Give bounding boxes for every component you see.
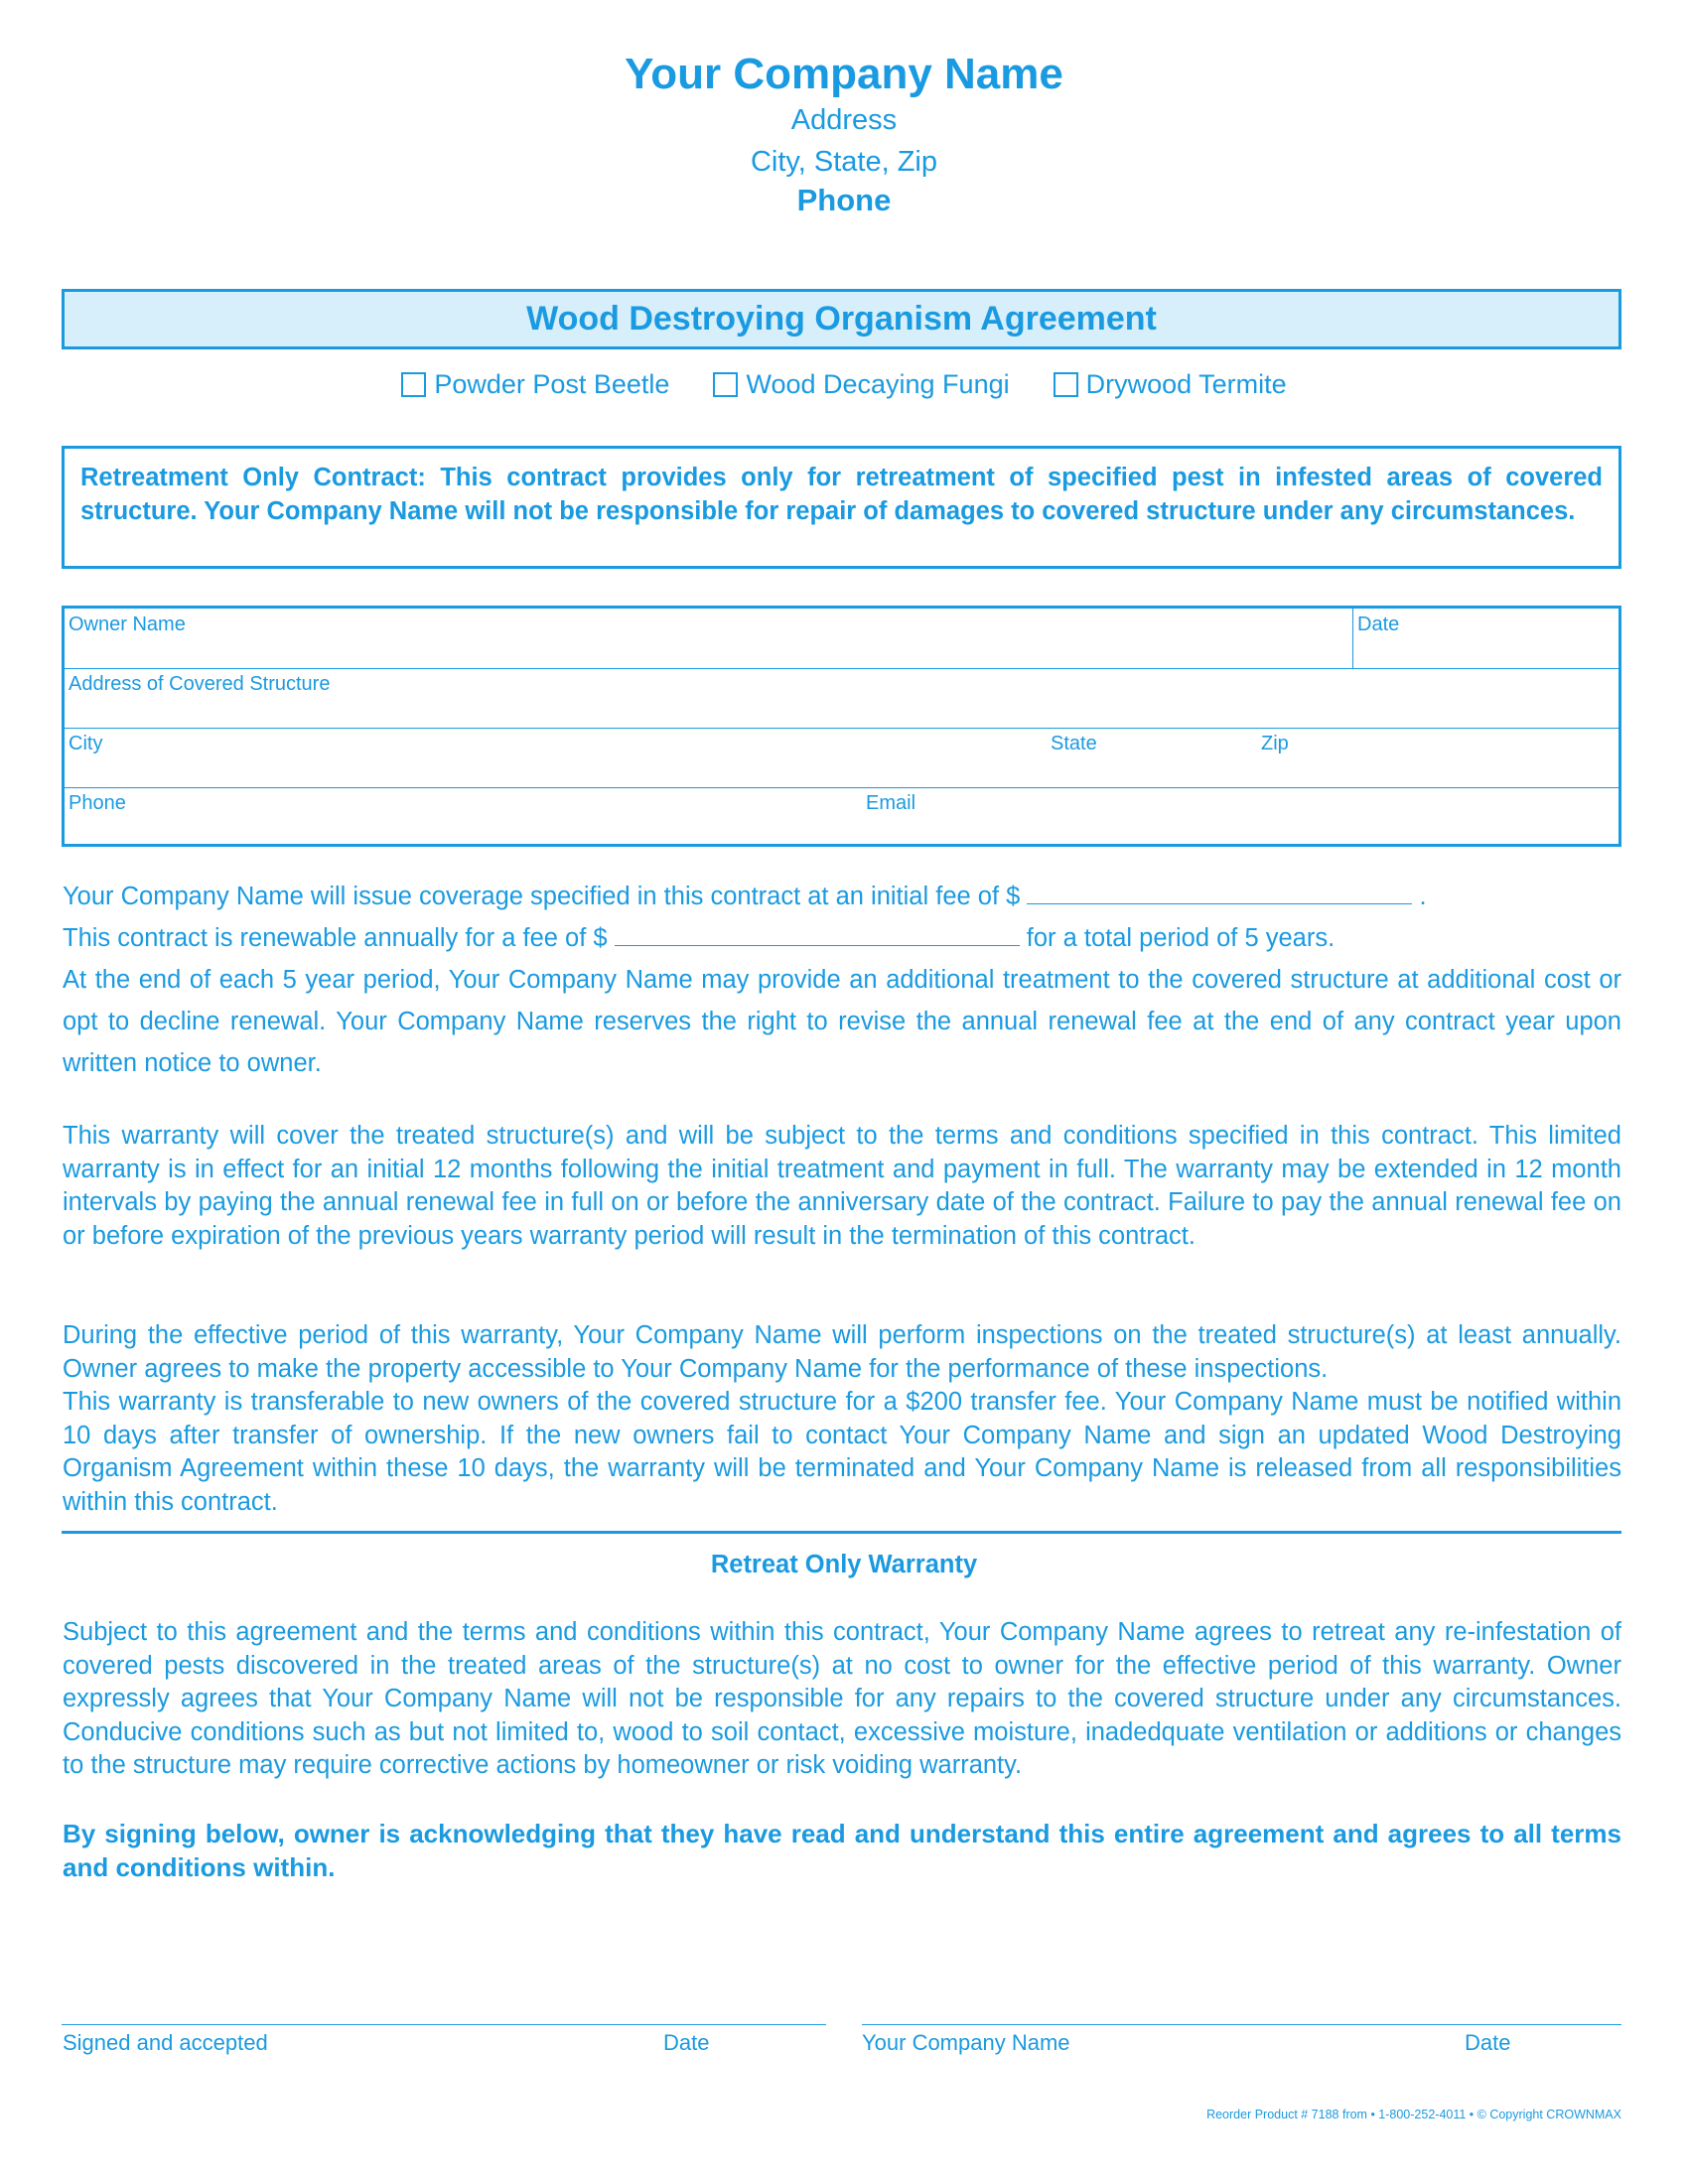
email-field[interactable]: Email [866,792,916,814]
initial-fee-blank[interactable] [1027,882,1412,904]
form-row-city [65,728,1618,788]
pest-option-label: Drywood Termite [1085,369,1287,399]
form-row-contact [65,787,1618,847]
pest-option-wood-decaying-fungi[interactable] [713,369,1009,400]
inspection-paragraph: During the effective period of this warranty, Your Company Name will perform inspections on the treated structure(s) at least annually. Owner agrees to make the property accessible to Your Company Name for the performance of these inspections. [63,1321,1621,1383]
company-address: Address [790,104,898,136]
section-heading: Retreat Only Warranty [710,1551,978,1578]
renewal-fee-text: This contract is renewable annually for a fee of $ [63,924,608,952]
renewal-fee-line [63,917,1621,959]
company-name: Your Company Name [625,50,1063,98]
warranty-paragraph: This warranty will cover the treated structure(s) and will be subject to the terms and conditions specified in this contract. This limited warranty is in effect for an initial 12 months following the initial treatment and payment in full. The warranty may be extended in 12 month intervals by paying the annual renewal fee in full on or before the anniversary date of the contract. Failure to pay the annual renewal fee on or before expiration of the previous years warranty period will result in the termination of this contract. [63,1122,1621,1250]
zip-field[interactable]: Zip [1261,733,1289,754]
acknowledgement-statement: By signing below, owner is acknowledging that they have read and understand this entire agreement and agrees to all terms and conditions within. [63,1819,1621,1882]
state-field[interactable]: State [1051,733,1097,754]
divider [1352,609,1353,668]
pest-options [0,369,1688,400]
retreat-warranty-paragraph: Subject to this agreement and the terms and conditions within this contract, Your Company Name agrees to retreat any re-infestation of covered pests discovered in the treated areas of the structure(s) at no cost to owner for the effective period of this warranty. Owner expressly agrees that Your Company Name will not be responsible for any repairs to the covered structure under any circumstances. Conducive conditions such as but not limited to, wood to soil contact, excessive moisture, inadedquate ventilation or additions or changes to the structure may require corrective actions by homeowner or risk voiding warranty. [63,1618,1621,1779]
phone-field[interactable]: Phone [69,792,126,814]
pest-option-label: Wood Decaying Fungi [746,369,1010,399]
renewal-fee-blank[interactable] [615,923,1020,946]
checkbox-icon[interactable] [1054,372,1078,397]
transfer-paragraph: This warranty is transferable to new owners of the covered structure for a $200 transfer fee. Your Company Name must be notified within 10 days after transfer of ownership. If the new owners fail to contact Your Company Name and sign an updated Wood Destroying Organism Agreement within these 10 days, the warranty will be terminated and Your Company Name is released from all responsibilities within this contract. [63,1388,1621,1516]
pest-option-drywood-termite[interactable] [1054,369,1287,400]
city-field[interactable]: City [69,733,103,754]
pest-option-label: Powder Post Beetle [434,369,670,399]
owner-info-form [62,606,1621,847]
form-row-address [65,668,1618,729]
owner-date-label: Date [663,2030,710,2055]
retreatment-notice: Retreatment Only Contract: This contract provides only for retreatment of specified pest in infested areas of covered structure. Your Company Name will not be responsible for repair of damages to covered structure under any circumstances. [62,446,1621,569]
address-field[interactable]: Address of Covered Structure [69,673,331,695]
initial-fee-text: Your Company Name will issue coverage specified in this contract at an initial fee of $ [63,883,1021,910]
period-paragraph: At the end of each 5 year period, Your Company Name may provide an additional treatment to the covered structure at additional cost or opt to decline renewal. Your Company Name reserves the right to revise the annual renewal fee at the end of any contract year upon written notice to owner. [63,966,1621,1077]
pest-option-powder-post-beetle[interactable] [401,369,669,400]
reorder-footer: Reorder Product # 7188 from • 1-800-252-4011 • © Copyright CROWNMAX [1206,2108,1621,2121]
company-signature-line[interactable] [862,2024,1621,2025]
owner-signature-line[interactable] [62,2024,826,2025]
company-date-label: Date [1465,2030,1511,2055]
owner-name-field[interactable]: Owner Name [69,614,186,635]
checkbox-icon[interactable] [401,372,426,397]
checkbox-icon[interactable] [713,372,738,397]
initial-fee-line [63,876,1621,917]
agreement-title: Wood Destroying Organism Agreement [62,289,1621,349]
section-divider [62,1531,1621,1534]
date-field[interactable]: Date [1357,614,1400,635]
company-phone: Phone [796,183,892,217]
company-signature-label: Your Company Name [862,2030,1070,2055]
form-row-owner [65,609,1618,669]
company-city-state-zip: City, State, Zip [750,146,938,178]
initial-fee-suffix: . [1419,883,1427,910]
owner-signature-label: Signed and accepted [63,2030,268,2055]
renewal-fee-suffix: for a total period of 5 years. [1026,924,1336,952]
